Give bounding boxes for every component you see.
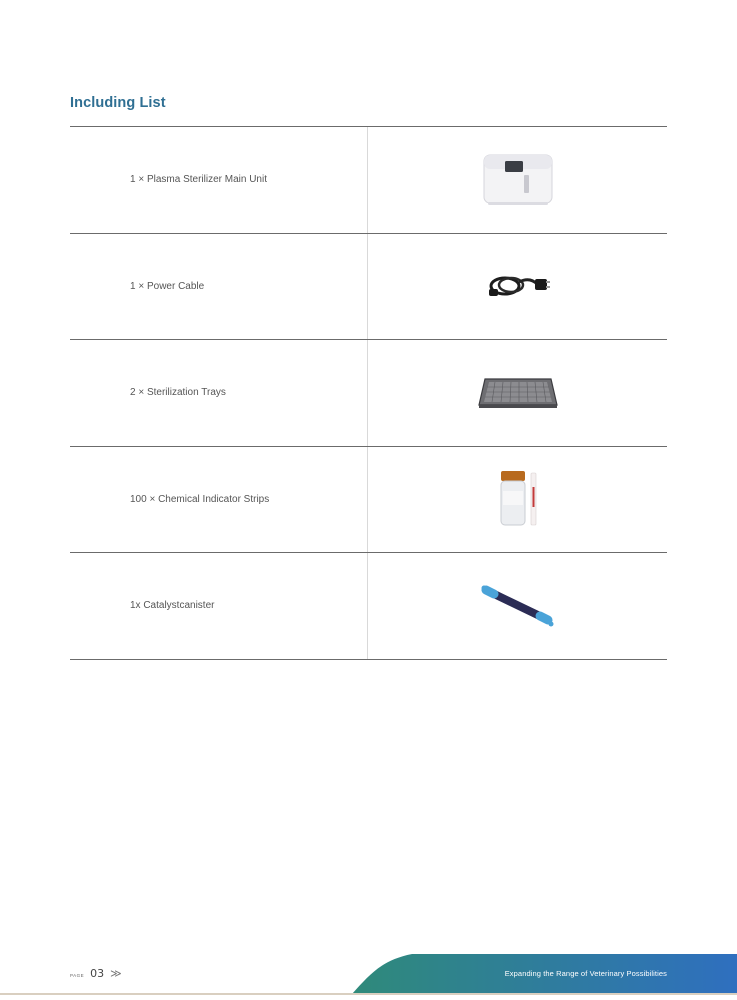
list-item bbox=[70, 127, 667, 234]
item-label: 1 × Plasma Sterilizer Main Unit bbox=[70, 127, 368, 233]
item-label: 100 × Chemical Indicator Strips bbox=[70, 447, 368, 553]
page-number-block bbox=[70, 967, 122, 980]
item-image-cell bbox=[368, 127, 667, 233]
page-number: 03 bbox=[90, 967, 105, 980]
double-chevron-right-icon: ≫ bbox=[110, 968, 122, 980]
item-label: 2 × Sterilization Trays bbox=[70, 340, 368, 446]
item-image-cell bbox=[368, 553, 667, 659]
sterilization-tray-image bbox=[475, 373, 561, 413]
including-list-table bbox=[70, 126, 667, 660]
item-image-cell bbox=[368, 340, 667, 446]
indicator-strips-image bbox=[493, 469, 543, 529]
list-item bbox=[70, 553, 667, 660]
page-title: Including List bbox=[70, 95, 166, 111]
item-label: 1 × Power Cable bbox=[70, 234, 368, 340]
bottom-divider bbox=[0, 993, 737, 995]
sterilizer-main-unit-image bbox=[478, 149, 558, 211]
power-cable-image bbox=[483, 268, 553, 304]
item-label: 1x Catalystcanister bbox=[70, 553, 368, 659]
list-item bbox=[70, 447, 667, 554]
catalyst-canister-image bbox=[480, 584, 556, 628]
list-item bbox=[70, 234, 667, 341]
item-image-cell bbox=[368, 234, 667, 340]
footer-tagline: Expanding the Range of Veterinary Possibilities bbox=[504, 969, 667, 978]
item-image-cell bbox=[368, 447, 667, 553]
list-item bbox=[70, 340, 667, 447]
page-word: PAGE bbox=[70, 973, 85, 978]
